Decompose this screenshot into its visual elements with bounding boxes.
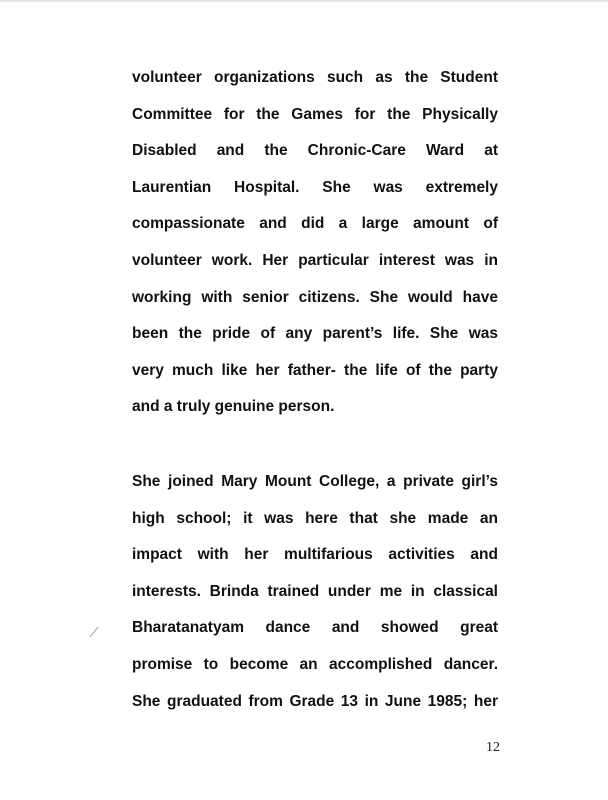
text-line: been the pride of any parent’s life. She was [132, 325, 498, 343]
paragraph-1 [132, 67, 498, 433]
text-line: She graduated from Grade 13 in June 1985; her [132, 692, 498, 710]
text-line: Laurentian Hospital. She was extremely [132, 178, 498, 196]
text-line: promise to become an accomplished dancer. [132, 655, 498, 673]
text-line: Bharatanatyam dance and showed great [132, 619, 498, 637]
text-line: impact with her multifarious activities and [132, 546, 498, 564]
text-line: and a truly genuine person. [132, 398, 335, 416]
text-line: working with senior citizens. She would have [132, 288, 498, 306]
text-line: She joined Mary Mount College, a private girl’s [132, 473, 498, 490]
text-line: high school; it was here that she made an [132, 509, 498, 527]
paragraph-2 [132, 471, 498, 727]
text-line: Committee for the Games for the Physically [132, 105, 498, 123]
text-line: very much like her father- the life of the party [132, 361, 498, 379]
text-line: Disabled and the Chronic-Care Ward at [132, 142, 498, 160]
text-line: volunteer organizations such as the Student [132, 69, 498, 86]
text-line: compassionate and did a large amount of [132, 215, 498, 233]
text-line: volunteer work. Her particular interest was in [132, 251, 498, 269]
pencil-mark [89, 626, 99, 638]
scan-top-edge [0, 0, 608, 3]
page-number: 12 [486, 740, 500, 755]
text-line: interests. Brinda trained under me in classical [132, 582, 498, 600]
